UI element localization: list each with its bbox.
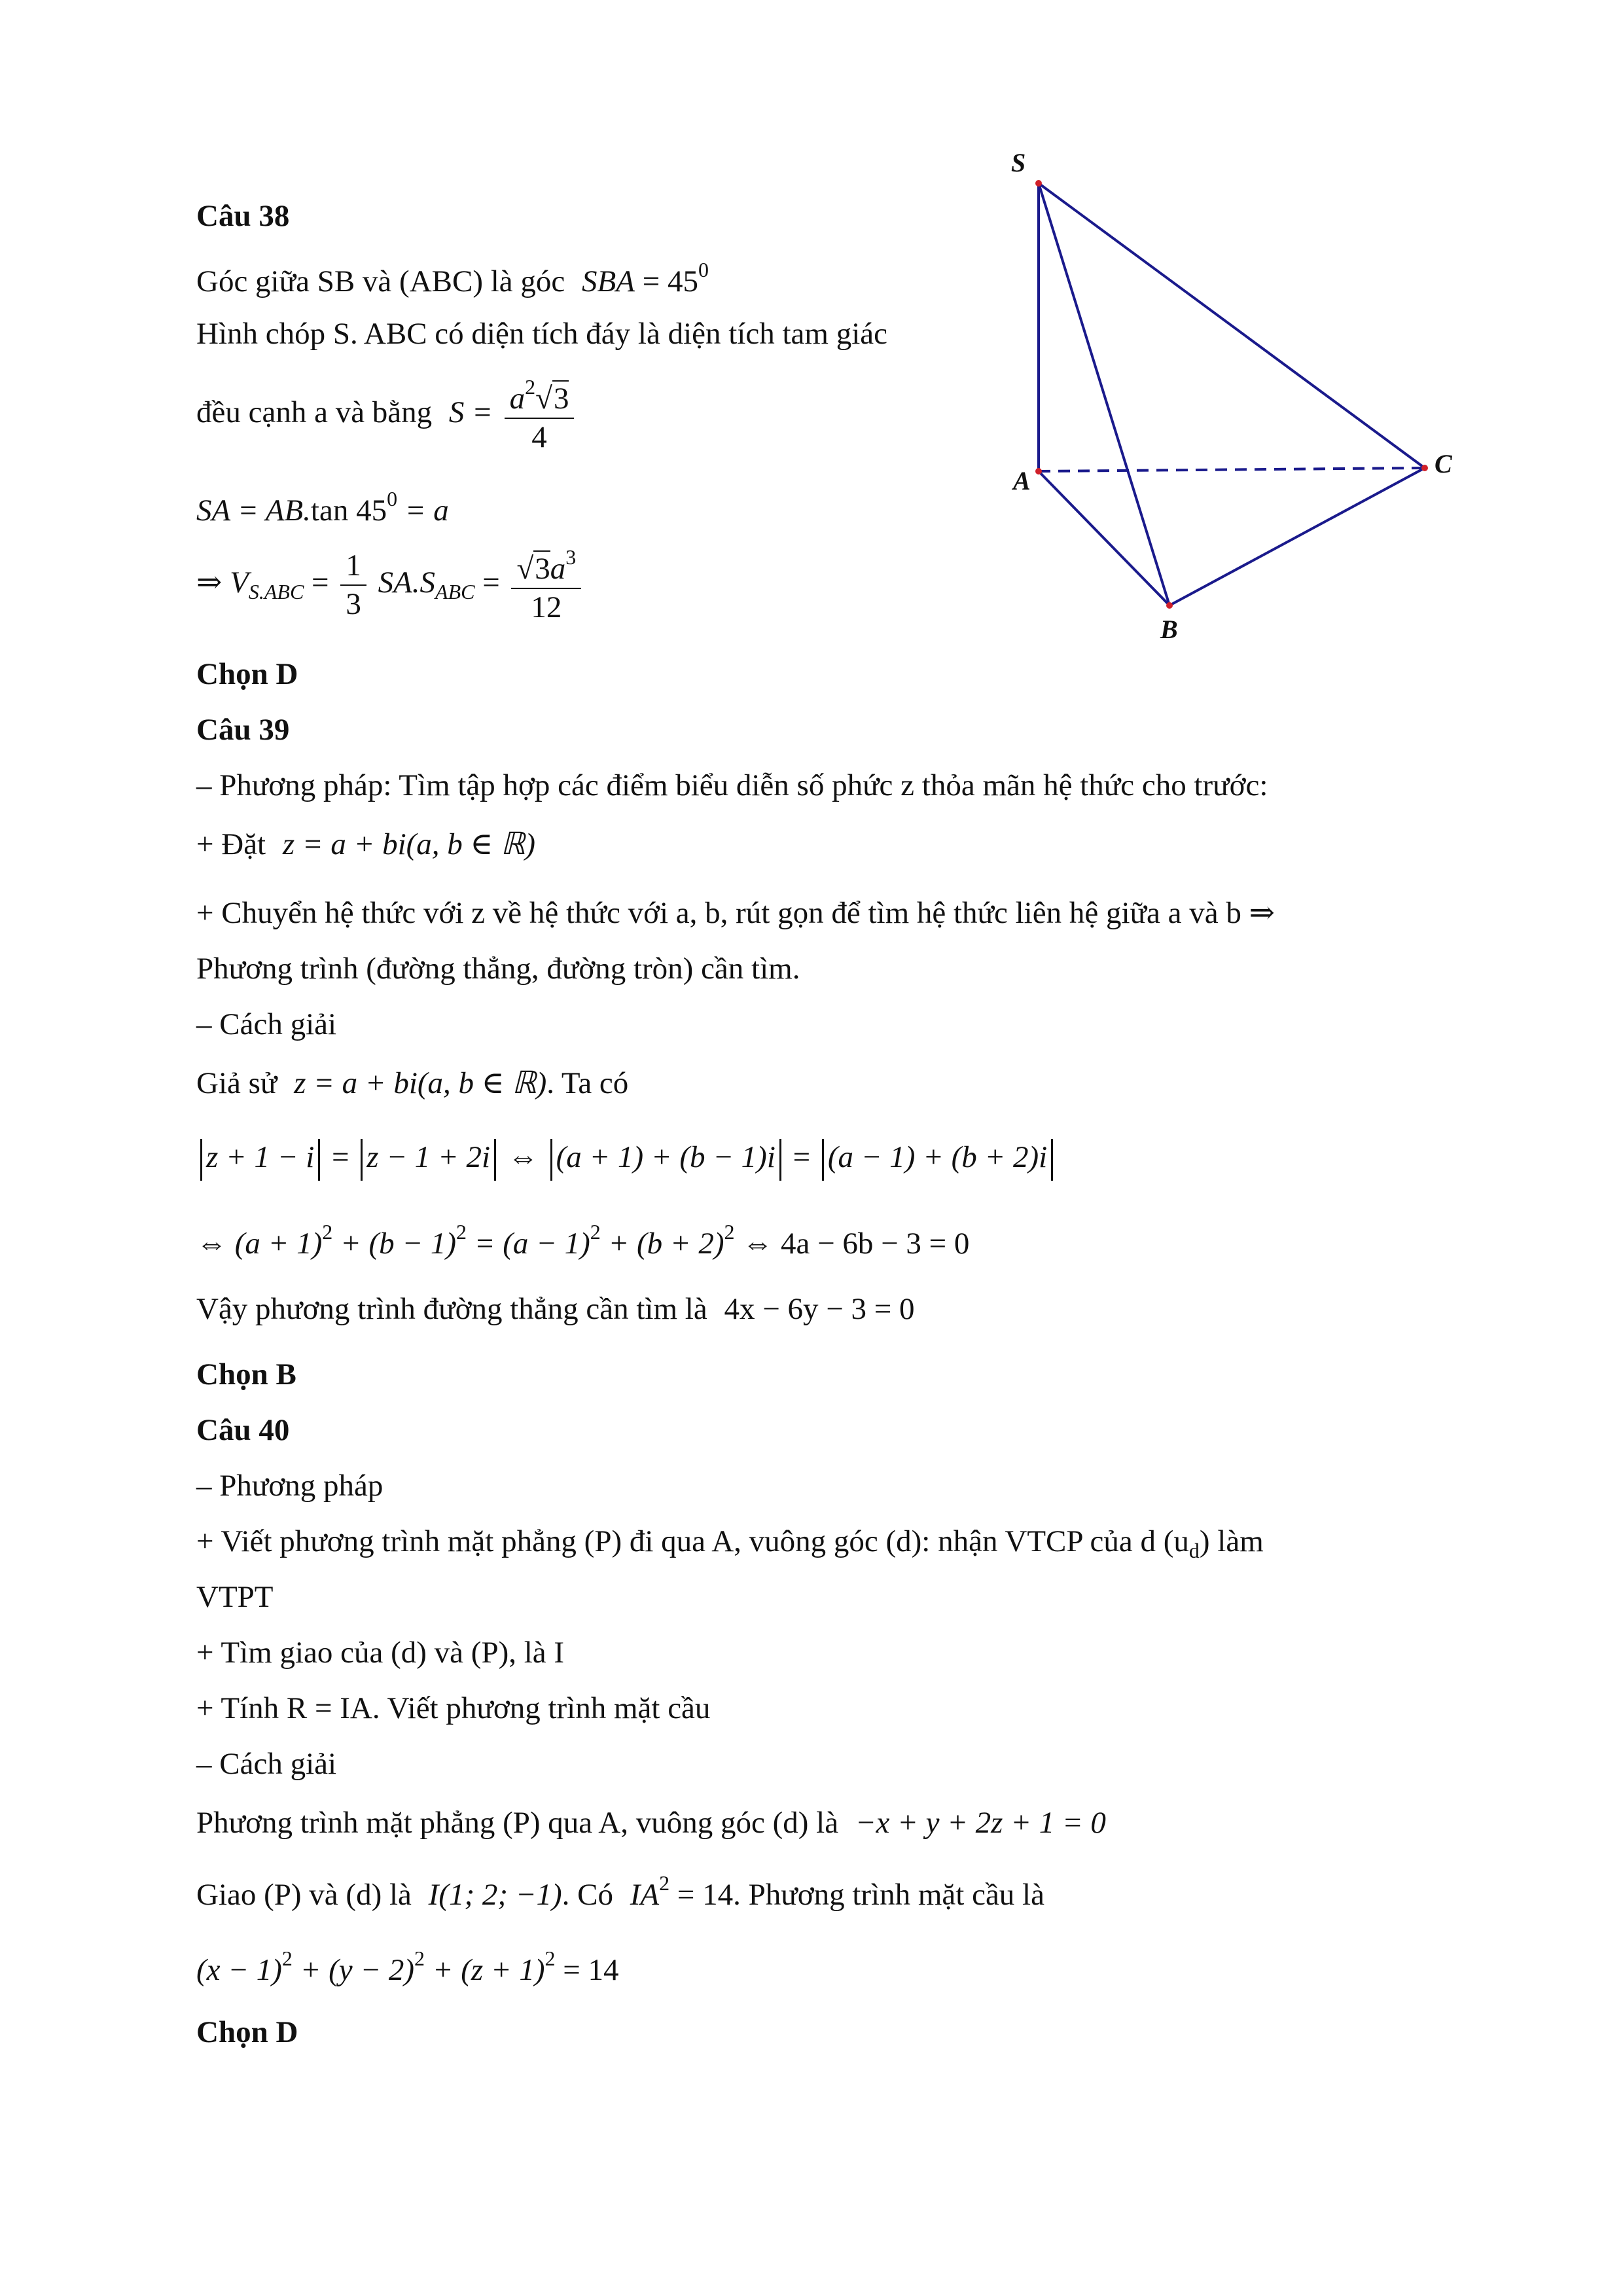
q39-step-set: + Đặt z = a + bi(a, b ∈ ℝ) (196, 827, 535, 861)
edge-AC-hidden (1039, 468, 1425, 471)
q40-step-plane-cont: VTPT (196, 1580, 274, 1614)
q38-line-volume: ⇒ $V_{S.ABC}$ = $\frac{1}{3}$ $SA.S_{ABC}$ = $\frac{√3a^3}{12}$ (196, 547, 585, 624)
q40-plane-eq: Phương trình mặt phẳng (P) qua A, vuông góc (d) là −x + y + 2z + 1 = 0 (196, 1806, 1106, 1840)
q40-step-sphere: + Tính R = IA. Viết phương trình mặt cầu (196, 1691, 711, 1725)
q40-step-plane: + Viết phương trình mặt phẳng (P) đi qua A, vuông góc (d): nhận VTCP của d $(u_d)$ làm (196, 1524, 1264, 1562)
label-C: C (1435, 449, 1452, 478)
q40-method: – Phương pháp (196, 1469, 383, 1503)
q39-solution-label: – Cách giải (196, 1007, 337, 1041)
q39-step-convert: + Chuyển hệ thức với z về hệ thức với a, b, rút gọn để tìm hệ thức liên hệ giữa a và b ⇒ (196, 896, 1275, 930)
q39-assume: Giả sử z = a + bi(a, b ∈ ℝ). Ta có (196, 1066, 629, 1100)
label-A: A (1013, 466, 1031, 495)
q39-conclusion: Vậy phương trình đường thẳng cần tìm là 4x − 6y − 3 = 0 (196, 1292, 915, 1326)
label-B: B (1160, 615, 1178, 644)
q39-answer: Chọn B (196, 1357, 296, 1391)
q40-title: Câu 40 (196, 1413, 290, 1447)
point-C (1421, 465, 1428, 471)
label-S: S (1011, 148, 1026, 177)
q40-intersection: Giao (P) và (d) là I(1; 2; −1). Có $IA^2 = 14$. Phương trình mặt cầu là (196, 1871, 1044, 1912)
q38-line-area: đều cạnh a và bằng S = $\frac{a^2√3}{4}$ (196, 376, 578, 454)
q40-solution-label: – Cách giải (196, 1747, 337, 1781)
q40-step-intersect: + Tìm giao của (d) và (P), là I (196, 1636, 565, 1670)
q38-line-angle: Góc giữa SB và (ABC) là góc SBA = $45^0$ (196, 258, 709, 298)
volume-result-fraction: $\frac{√3a^3}{12}$ (511, 547, 581, 624)
point-S (1035, 180, 1042, 187)
q39-step-result: Phương trình (đường thẳng, đường tròn) cần tìm. (196, 952, 800, 986)
q38-answer: Chọn D (196, 657, 298, 691)
q38-line-base: Hình chóp S. ABC có diện tích đáy là diện tích tam giác (196, 317, 887, 351)
q39-method: – Phương pháp: Tìm tập hợp các điểm biểu diễn số phức z thỏa mãn hệ thức cho trước: (196, 768, 1268, 802)
q38-title: Câu 38 (196, 199, 290, 233)
q40-answer: Chọn D (196, 2015, 298, 2049)
point-A (1035, 468, 1042, 475)
edge-SC (1039, 183, 1425, 468)
q39-squared-eq: ⇔ $(a + 1)^2 + (b - 1)^2 = (a - 1)^2 + (b + 2)^2$ ⇔ 4a − 6b − 3 = 0 (196, 1220, 970, 1261)
q40-sphere-eq: $(x - 1)^2 + (y - 2)^2 + (z + 1)^2 = 14$ (196, 1946, 619, 1987)
area-fraction: $\frac{a^2√3}{4}$ (505, 376, 575, 454)
edge-SB (1039, 183, 1169, 605)
point-B (1166, 602, 1173, 609)
q39-title: Câu 39 (196, 713, 290, 747)
q39-modulus-eq: z + 1 − i = z − 1 + 2i ⇔ (a + 1) + (b − 1)i = (a − 1) + (b + 2)i (196, 1139, 1057, 1181)
pyramid-figure (982, 131, 1505, 668)
edge-BC (1169, 468, 1425, 605)
q38-line-sa: SA = AB.tan $45^0 = a$ (196, 487, 449, 528)
one-third-fraction: $\frac{1}{3}$ (340, 550, 366, 621)
